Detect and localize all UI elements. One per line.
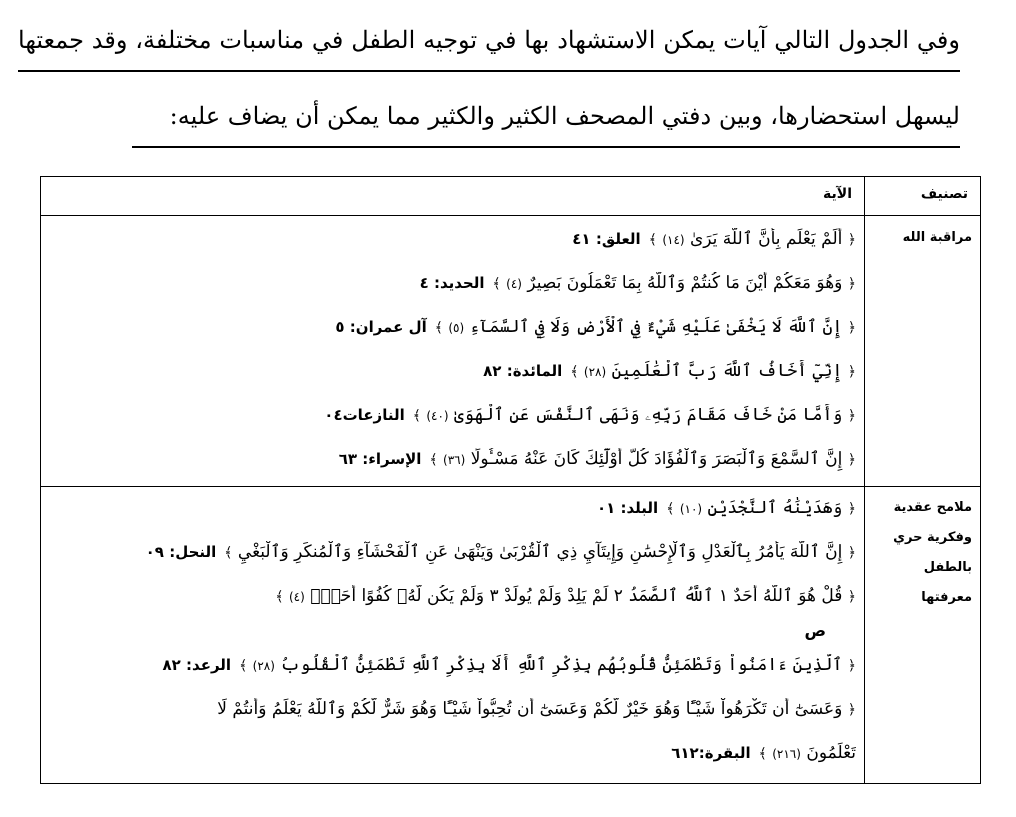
verse-line: ﴿ وَهُوَ مَعَكُمْ أَيْنَ مَا كُنتُمْ وَٱللَّهُ بِمَا تَعْمَلُونَ بَصِيرٌ (٤) ﴾الحديد: ٤ xyxy=(419,273,856,293)
verse-line: ﴿ وَعَسَىٰٓ أَن تَكْرَهُواْ شَيْـًٔا وَهُوَ خَيْرٌ لَّكُمْ وَعَسَىٰٓ أَن تُحِبُّواْ شَيْـًٔا وَهُوَ شَرٌّ لَّكُمْ وَٱللَّهُ يَعْلَمُ وَأَنتُمْ لَا xyxy=(217,699,856,719)
intro-line-2: ليسهل استحضارها، وبين دفتي المصحف الكثير والكثير مما يمكن أن يضاف عليه: xyxy=(169,102,960,130)
verses-table xyxy=(40,176,981,784)
category-label: بالطفل معرفتها xyxy=(921,560,972,605)
header-verse: الآية xyxy=(41,177,865,216)
verse-line: ﴿ وَأَمَّا مَنْ خَافَ مَقَامَ رَبِّهِۦ وَنَهَى ٱلنَّفْسَ عَنِ ٱلْهَوَىٰ (٤٠) ﴾النازعات٠٤ xyxy=(324,405,856,425)
header-classification: تصنيف xyxy=(865,177,981,216)
intro-underline-2 xyxy=(132,146,960,148)
stray-letter: ص xyxy=(804,621,826,640)
category-label: ملامح عقدية xyxy=(893,500,972,515)
verse-line: ﴿ قُلْ هُوَ ٱللَّهُ أَحَدٌ ١ ٱللَّهُ ٱلصَّمَدُ ٢ لَمْ يَلِدْ وَلَمْ يُولَدْ ٣ وَلَمْ يَكُن لَّهُۥ كُفُوًا أَحَدٌۢ (٤) ﴾ xyxy=(275,586,856,606)
intro-line-1: وفي الجدول التالي آيات يمكن الاستشهاد بها في توجيه الطفل في مناسبات مختلفة، وقد جمعتها xyxy=(18,26,960,54)
table-row xyxy=(41,216,981,487)
verse-line: ﴿ إِنَّ ٱلسَّمْعَ وَٱلْبَصَرَ وَٱلْفُؤَادَ كُلُّ أُوْلَٰٓئِكَ كَانَ عَنْهُ مَسْـُٔولًا (٣٦) ﴾الإسراء: ٦٣ xyxy=(338,449,856,469)
verse-line: ﴿ ٱلَّذِينَ ءَامَنُواْ وَتَطْمَئِنُّ قُلُوبُهُم بِذِكْرِ ٱللَّهِ أَلَا بِذِكْرِ ٱللَّهِ تَطْمَئِنُّ ٱلْقُلُوبُ (٢٨) ﴾الرعد: ٨٢ xyxy=(162,655,856,675)
category-cell xyxy=(865,487,981,784)
category-label: وفكرية حري xyxy=(893,530,972,545)
verses-cell xyxy=(41,487,865,784)
verse-line: ﴿ أَلَمْ يَعْلَم بِأَنَّ ٱللَّهَ يَرَىٰ (١٤) ﴾العلق: ٤١ xyxy=(572,229,856,249)
verses-cell xyxy=(41,216,865,487)
verse-line: ﴿ إِنَّ ٱللَّهَ لَا يَخْفَىٰ عَلَيْهِ شَيْءٌ فِي ٱلْأَرْضِ وَلَا فِي ٱلسَّمَآءِ (٥) ﴾آل عمران: ٥ xyxy=(335,317,856,337)
verse-line: ﴿ إِنِّيٓ أَخَافُ ٱللَّهَ رَبَّ ٱلْعَٰلَمِينَ (٢٨) ﴾المائدة: ٨٢ xyxy=(483,361,856,381)
category-cell xyxy=(865,216,981,487)
verse-line: ﴿ وَهَدَيْنَٰهُ ٱلنَّجْدَيْنِ (١٠) ﴾البلد: ٠١ xyxy=(596,498,856,518)
verse-line: ﴿ إِنَّ ٱللَّهَ يَأْمُرُ بِٱلْعَدْلِ وَٱلْإِحْسَٰنِ وَإِيتَآيِ ذِي ٱلْقُرْبَىٰ وَيَنْهَىٰ عَنِ ٱلْفَحْشَآءِ وَٱلْمُنكَرِ وَٱلْبَغْيِ ﴾النحل: ٠٩ xyxy=(145,542,856,562)
intro-underline-1 xyxy=(18,70,960,72)
category-label: مراقبة الله xyxy=(902,230,972,245)
verse-line: تَعْلَمُونَ (٢١٦) ﴾البقرة:٦١٢ xyxy=(671,743,856,763)
table-header-row xyxy=(41,177,981,216)
table-row xyxy=(41,487,981,784)
